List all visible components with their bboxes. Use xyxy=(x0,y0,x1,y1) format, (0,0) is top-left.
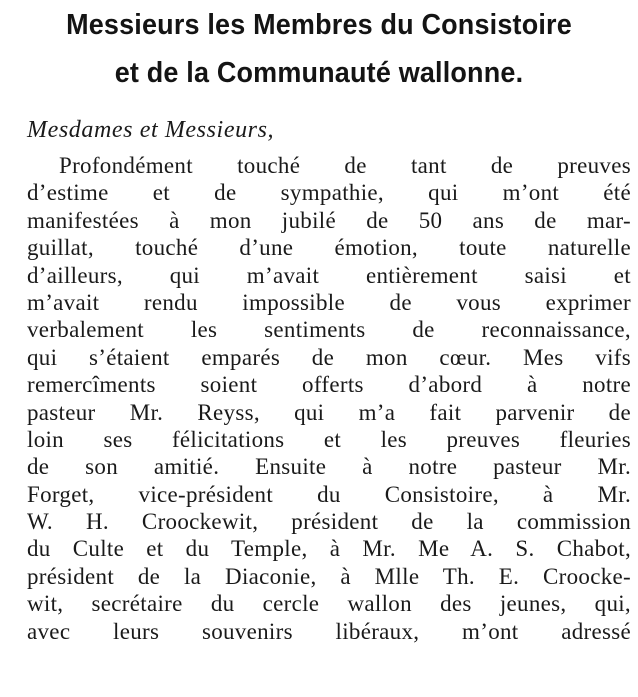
body-line: qui s’étaient emparés de mon cœur. Mes vifs xyxy=(27,344,631,370)
body-line: guillat, touché d’une émotion, toute naturelle xyxy=(27,235,631,261)
heading-line-1: Messieurs les Membres du Consistoire xyxy=(66,9,572,41)
salutation: Mesdames et Messieurs, xyxy=(27,117,275,143)
body-line: d’estime et de sympathie, qui m’ont été xyxy=(27,180,631,206)
body-line: pasteur Mr. Reyss, qui m’a fait parvenir de xyxy=(27,399,631,425)
body-line: W. H. Croockewit, président de la commission xyxy=(27,509,631,535)
body-line: Profondément touché de tant de preuves xyxy=(59,153,631,178)
body-line: remercîments soient offerts d’abord à notre xyxy=(27,372,631,398)
body-line: Forget, vice-président du Consistoire, à Mr. xyxy=(27,481,631,507)
body-line: président de la Diaconie, à Mlle Th. E. Croocke- xyxy=(27,563,631,589)
body-line: d’ailleurs, qui m’avait entièrement saisi et xyxy=(27,262,631,288)
body-line: m’avait rendu impossible de vous exprimer xyxy=(27,289,631,315)
body-line: avec leurs souvenirs libéraux, m’ont adressé xyxy=(27,618,631,644)
body-line: wit, secrétaire du cercle wallon des jeunes, qui, xyxy=(27,591,631,617)
body-paragraph xyxy=(27,152,631,645)
body-line: loin ses félicitations et les preuves fleuries xyxy=(27,426,631,452)
body-line: verbalement les sentiments de reconnaissance, xyxy=(27,317,631,343)
heading-line-2: et de la Communauté wallonne. xyxy=(114,57,524,89)
body-line: du Culte et du Temple, à Mr. Me A. S. Chabot, xyxy=(27,536,631,562)
body-line: de son amitié. Ensuite à notre pasteur Mr. xyxy=(27,454,631,480)
body-line: manifestées à mon jubilé de 50 ans de mar- xyxy=(27,207,631,233)
